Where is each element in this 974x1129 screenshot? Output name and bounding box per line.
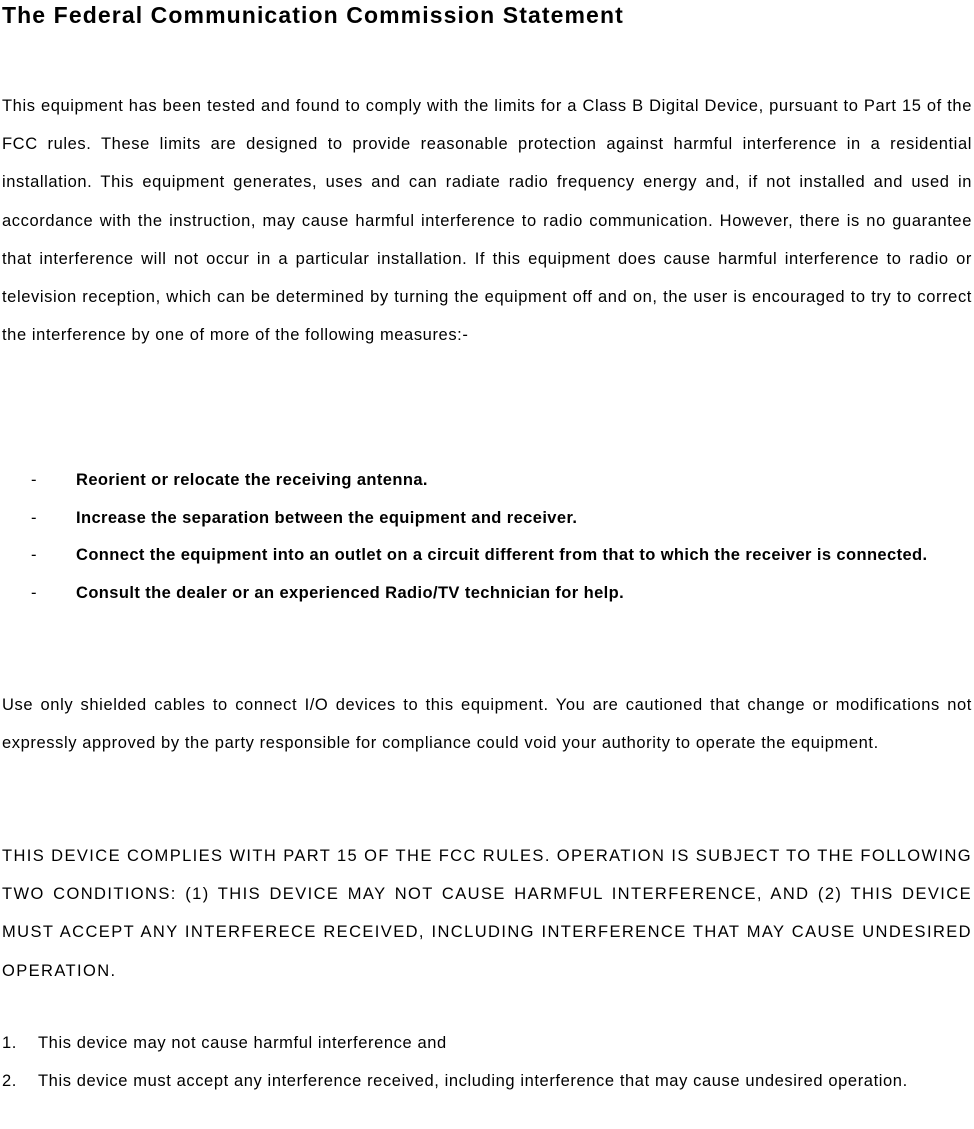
- item-number: 2.: [2, 1072, 17, 1090]
- bullet-dash: -: [31, 471, 37, 489]
- list-item: [2, 1024, 972, 1062]
- bullet-dash: -: [31, 583, 37, 602]
- compliance-paragraph: This equipment has been tested and found to comply with the limits for a Class B Digital Device, pursuant to Part 15 of the FCC rules. These limits are designed to provide reasonable protection against harmful interference in a residential installation. This equipment generates, uses and can radiate radio frequency energy and, if not installed and used in accordance with the instruction, may cause harmful interference to radio communication. However, there is no guarantee that interference will not occur in a particular installation. If this equipment does cause harmful interference to radio or television reception, which can be determined by turning the equipment off and on, the user is encouraged to try to correct the interference by one of more of the following measures:-: [2, 97, 972, 345]
- list-item: [2, 1062, 972, 1100]
- conditions-list: [2, 1024, 972, 1100]
- shielded-cables-paragraph: Use only shielded cables to connect I/O devices to this equipment. You are cautioned that change or modifications not expressly approved by the party responsible for compliance could void your authority to operate the equipment.: [2, 696, 972, 753]
- list-item: [2, 575, 972, 613]
- page-title: The Federal Communication Commission Statement: [2, 2, 624, 28]
- list-item-text: Increase the separation between the equipment and receiver.: [76, 508, 578, 527]
- list-item-text: This device must accept any interference received, including interference that may cause undesired operation.: [38, 1072, 908, 1090]
- part15-compliance-paragraph: THIS DEVICE COMPLIES WITH PART 15 OF THE FCC RULES. OPERATION IS SUBJECT TO THE FOLLOWING TWO CONDITIONS: (1) THIS DEVICE MAY NOT CAUSE HARMFUL INTERFERENCE, AND (2) THIS DEVICE MUST ACCEPT ANY INTERFERECE RECEIVED, INCLUDING INTERFERENCE THAT MAY CAUSE UNDESIRED OPERATION.: [2, 847, 972, 980]
- bullet-dash: -: [31, 546, 37, 564]
- list-item: [2, 537, 972, 575]
- list-item-text: Reorient or relocate the receiving antenna.: [76, 471, 428, 489]
- list-item: [2, 500, 972, 538]
- list-item-text: Consult the dealer or an experienced Radio/TV technician for help.: [76, 583, 625, 602]
- bullet-dash: -: [31, 508, 37, 527]
- list-item-text: Connect the equipment into an outlet on a circuit different from that to which the receiver is connected.: [76, 546, 928, 564]
- item-number: 1.: [2, 1034, 17, 1052]
- list-item-text: This device may not cause harmful interference and: [38, 1034, 447, 1052]
- list-item: [2, 462, 972, 500]
- measures-list: [2, 462, 972, 612]
- fcc-statement-page: [2, 0, 972, 1090]
